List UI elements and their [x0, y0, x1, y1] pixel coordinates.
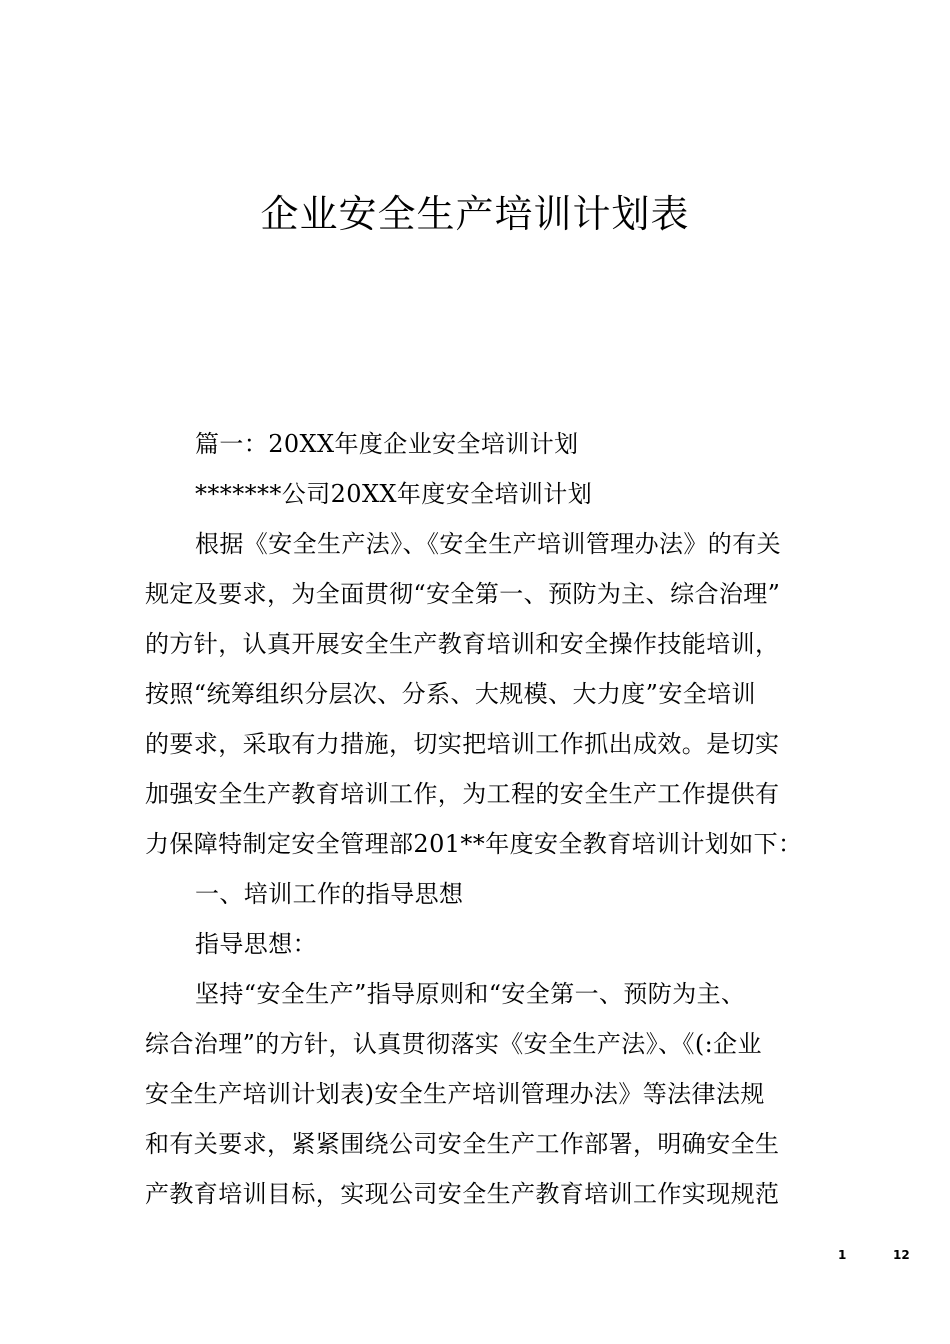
- body-line: 产教育培训目标，实现公司安全生产教育培训工作实现规范: [145, 1180, 780, 1208]
- body-line: 规定及要求，为全面贯彻“安全第一、预防为主、综合治理”: [145, 580, 781, 608]
- plan-subtitle: *******公司20XX年度安全培训计划: [195, 480, 593, 508]
- body-line: 力保障特制定安全管理部201**年度安全教育培训计划如下：: [145, 830, 803, 858]
- body-line: 根据《安全生产法》、《安全生产培训管理办法》的有关: [195, 530, 781, 558]
- body-line: 的要求，采取有力措施，切实把培训工作抓出成效。是切实: [145, 730, 780, 758]
- document-title: 企业安全生产培训计划表: [260, 192, 690, 236]
- body-line: 和有关要求，紧紧围绕公司安全生产工作部署，明确安全生: [145, 1130, 780, 1158]
- body-line: 安全生产培训计划表)安全生产培训管理办法》等法律法规: [145, 1080, 765, 1108]
- body-line: 综合治理”的方针，认真贯彻落实《安全生产法》、《(:企业: [145, 1030, 762, 1058]
- body-line: 加强安全生产教育培训工作，为工程的安全生产工作提供有: [145, 780, 780, 808]
- body-line: 的方针，认真开展安全生产教育培训和安全操作技能培训，: [145, 630, 780, 658]
- section-heading: 一、培训工作的指导思想: [195, 880, 464, 908]
- subsection-heading: 指导思想：: [195, 930, 317, 958]
- section-heading: 篇一：20XX年度企业安全培训计划: [195, 430, 579, 458]
- page-number-current: 1: [838, 1248, 847, 1262]
- body-line: 按照“统筹组织分层次、分系、大规模、大力度”安全培训: [145, 680, 756, 708]
- body-line: 坚持“安全生产”指导原则和“安全第一、预防为主、: [195, 980, 746, 1008]
- page-number-total: 12: [893, 1248, 910, 1262]
